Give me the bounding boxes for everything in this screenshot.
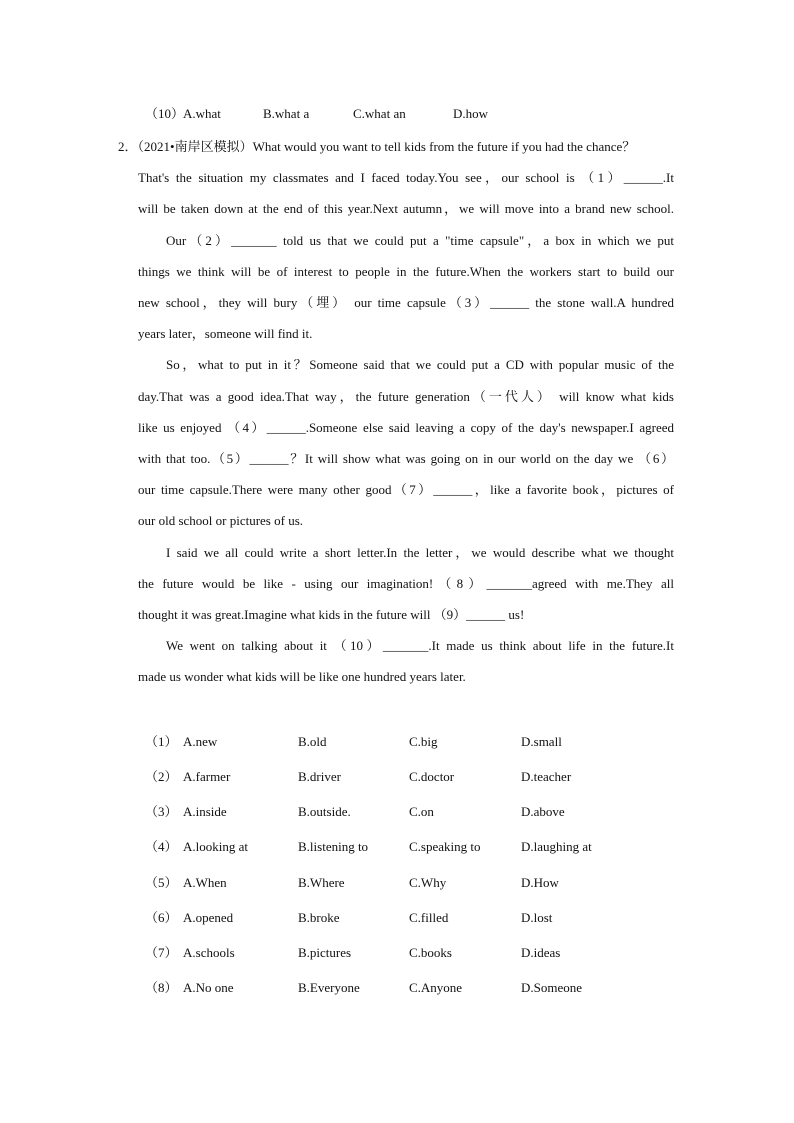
option-b: B.pictures xyxy=(298,945,352,960)
option-b: B.old xyxy=(298,734,327,749)
option-d: D.lost xyxy=(521,910,553,925)
option-a: A.farmer xyxy=(183,769,231,784)
option-d: D.small xyxy=(521,734,562,749)
option-b: B.what a xyxy=(263,106,310,121)
option-c: C.books xyxy=(409,945,452,960)
option-row-1 xyxy=(145,733,562,751)
option-d: D.laughing at xyxy=(521,839,592,854)
question-source: （2021•南岸区模拟） xyxy=(137,139,253,154)
passage-line-6: years later，someone will find it. xyxy=(138,326,313,341)
passage-line-2: will be taken down at the end of this year.Next autumn，we will move into a brand new school. xyxy=(138,201,674,216)
option-c: C.speaking to xyxy=(409,839,481,854)
option-row-7 xyxy=(145,944,560,962)
option-row-4 xyxy=(145,838,592,856)
option-c: C.what an xyxy=(353,106,406,121)
passage-line-0: What would you want to tell kids from the future if you had the chance？ xyxy=(252,139,636,154)
option-c: C.big xyxy=(409,734,438,749)
passage-line-8: day.That was a good idea.That way，the future generation（一代人） will know what kids xyxy=(138,389,674,404)
option-c: C.Why xyxy=(409,875,447,890)
option-d: D.above xyxy=(521,804,565,819)
option-d: D.how xyxy=(453,106,489,121)
option-a: A.schools xyxy=(183,945,235,960)
option-row-6 xyxy=(145,909,552,927)
option-d: D.teacher xyxy=(521,769,572,784)
passage-line-12: our old school or pictures of us. xyxy=(138,513,304,528)
option-b: B.driver xyxy=(298,769,341,784)
option-number: （7） xyxy=(145,945,178,960)
passage-line-14: the future would be like - using our imagination!（8）_______agreed with me.They all xyxy=(138,576,674,591)
option-a: A.inside xyxy=(183,804,227,819)
option-a: A.No one xyxy=(183,980,234,995)
option-a: A.When xyxy=(183,875,227,890)
passage-line-13: I said we all could write a short letter.In the letter，we would describe what we thought xyxy=(166,545,674,560)
option-a: A.new xyxy=(183,734,218,749)
passage-line-10: with that too.（5）______？It will show what was going on in our world on the day we （6） xyxy=(138,451,674,466)
option-d: D.ideas xyxy=(521,945,561,960)
option-b: B.outside. xyxy=(298,804,351,819)
passage-line-3: Our（2）_______ told us that we could put a "time capsule"，a box in which we put xyxy=(166,233,674,248)
passage-line-1: That's the situation my classmates and I faced today.You see，our school is （1）______.It xyxy=(138,170,674,185)
option-number: （10） xyxy=(145,106,185,121)
option-d: D.Someone xyxy=(521,980,583,995)
option-number: （1） xyxy=(145,734,178,749)
option-row-3 xyxy=(145,803,565,821)
question-number: 2． xyxy=(118,139,138,154)
option-number: （8） xyxy=(145,980,178,995)
option-a: A.what xyxy=(183,106,221,121)
option-c: C.on xyxy=(409,804,434,819)
option-c: C.Anyone xyxy=(409,980,463,995)
question-header xyxy=(118,138,674,156)
option-b: B.listening to xyxy=(298,839,369,854)
option-row-5 xyxy=(145,874,559,892)
prev-option-row-10 xyxy=(145,105,488,123)
option-b: B.broke xyxy=(298,910,340,925)
passage-line-11: our time capsule.There were many other good（7）______，like a favorite book，pictures of xyxy=(138,482,674,497)
passage-line-9: like us enjoyed （4）______.Someone else said leaving a copy of the day's newspaper.I agreed xyxy=(138,420,674,435)
option-a: A.opened xyxy=(183,910,234,925)
option-number: （6） xyxy=(145,910,178,925)
option-d: D.How xyxy=(521,875,559,890)
passage-line-5: new school，they will bury（埋） our time capsule（3）______ the stone wall.A hundred xyxy=(138,295,674,310)
option-a: A.looking at xyxy=(183,839,248,854)
option-row-2 xyxy=(145,768,571,786)
passage-line-4: things we think will be of interest to people in the future.When the workers start to build our xyxy=(138,264,674,279)
option-b: B.Where xyxy=(298,875,345,890)
passage-line-17: made us wonder what kids will be like one hundred years later. xyxy=(138,669,466,684)
option-number: （2） xyxy=(145,769,178,784)
passage-line-7: So，what to put in it？Someone said that we could put a CD with popular music of the xyxy=(166,357,674,372)
option-number: （4） xyxy=(145,839,178,854)
option-row-8 xyxy=(145,979,582,997)
option-c: C.doctor xyxy=(409,769,455,784)
option-c: C.filled xyxy=(409,910,449,925)
option-number: （5） xyxy=(145,875,178,890)
option-b: B.Everyone xyxy=(298,980,360,995)
passage-line-15: thought it was great.Imagine what kids in the future will （9）______ us! xyxy=(138,607,525,622)
option-number: （3） xyxy=(145,804,178,819)
passage-line-16: We went on talking about it （10）_______.It made us think about life in the future.It xyxy=(166,638,674,653)
